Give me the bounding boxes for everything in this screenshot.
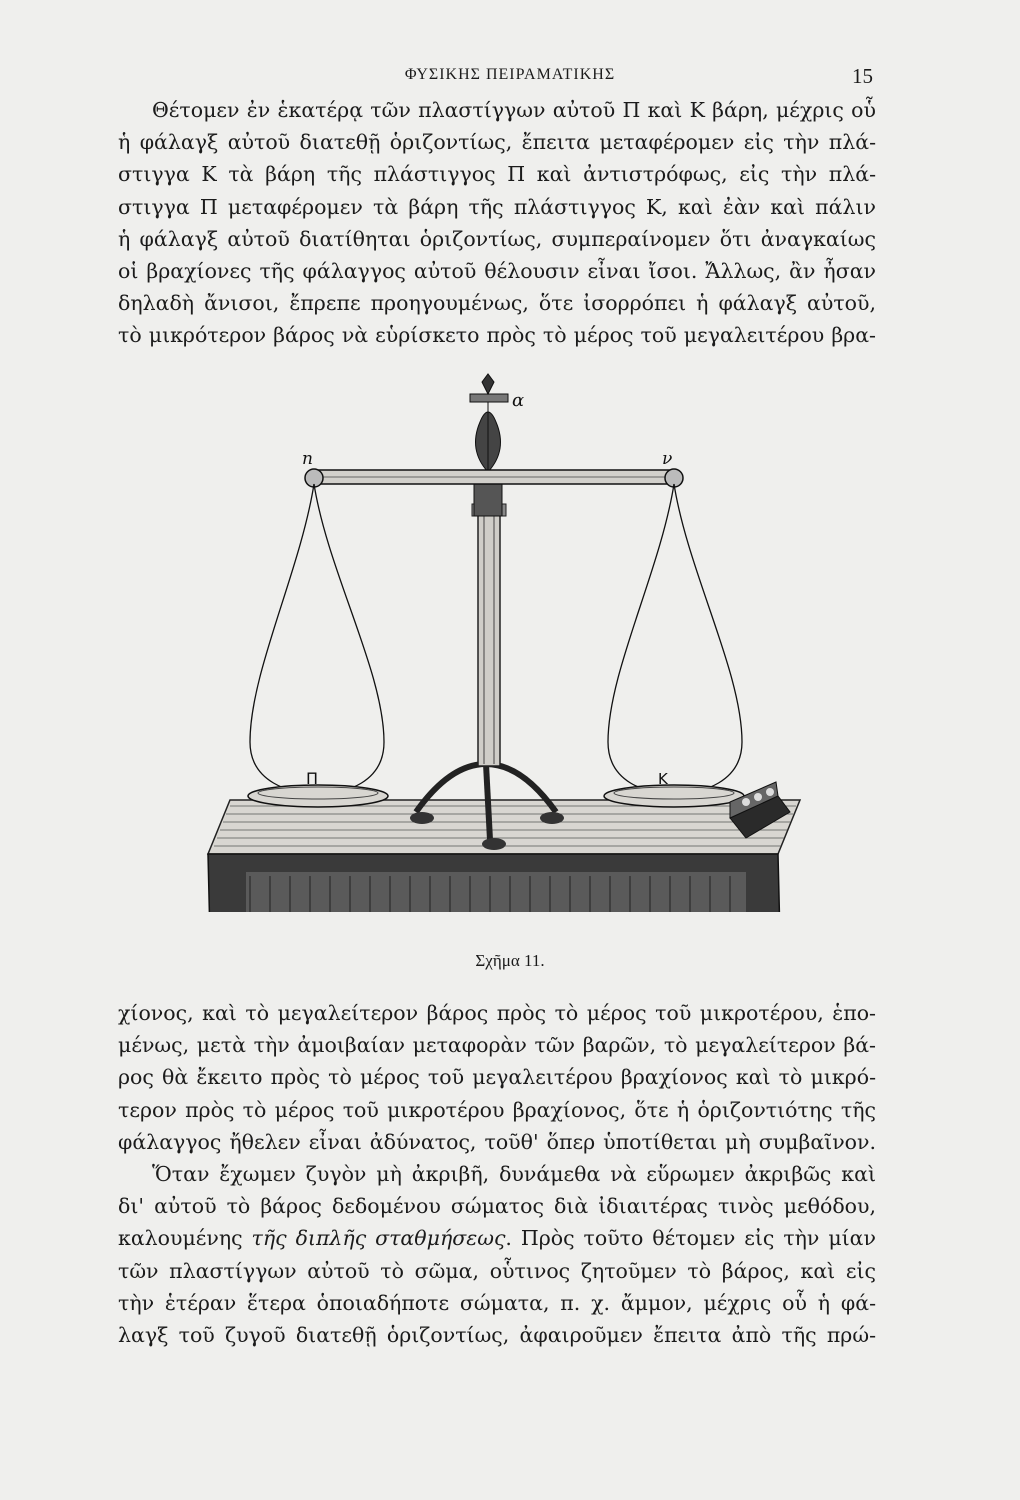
page-number: 15: [852, 64, 873, 88]
label-nu: ν: [662, 449, 673, 469]
label-pi: Π: [306, 769, 319, 788]
text-segment: . Πρὸς τοῦτο θέτομεν εἰς τὴν μίαν: [505, 1226, 876, 1251]
text-line: ρος θὰ ἔκειτο πρὸς τὸ μέρος τοῦ μεγαλειτέρου βραχίονος καὶ τὸ μικρό-: [118, 1065, 876, 1090]
right-pan-strings: [608, 484, 742, 794]
text-line: ἡ φάλαγξ αὐτοῦ διατίθηται ὁριζοντίως, συμπεραίνομεν ὅτι ἀναγκαίως: [118, 226, 876, 251]
text-line: [118, 1222, 876, 1254]
text-line: στιγγα Π μεταφέρομεν τὰ βάρη τῆς πλάστιγγος Κ, καὶ ἐὰν καὶ πάλιν: [118, 194, 876, 219]
text-segment: καλουμένης: [118, 1226, 252, 1251]
text-line: στιγγα Κ τὰ βάρη τῆς πλάστιγγος Π καὶ ἀντιστρόφως, εἰς τὴν πλά-: [118, 162, 876, 187]
text-line: τερον πρὸς τὸ μέρος τοῦ μικροτέρου βραχίονος, ὅτε ἡ ὁριζοντιότης τῆς: [118, 1097, 876, 1122]
balance-scale-illustration: [190, 372, 810, 912]
label-kappa: Κ: [658, 770, 668, 788]
text-line: λαγξ τοῦ ζυγοῦ διατεθῇ ὁριζοντίως, ἀφαιροῦμεν ἔπειτα ἀπὸ τῆς πρώ-: [118, 1323, 876, 1348]
left-pan-strings: [250, 484, 384, 794]
text-line: τὸ μικρότερον βάρος νὰ εὑρίσκετο πρὸς τὸ μέρος τοῦ μεγαλειτέρου βρα-: [118, 323, 876, 348]
text-line: φάλαγγος ἤθελεν εἶναι ἀδύνατος, τοῦθ' ὅπερ ὑποτίθεται μὴ συμβαῖνον.: [118, 1129, 876, 1154]
text-line: δι' αὐτοῦ τὸ βάρος δεδομένου σώματος διὰ ἰδιαιτέρας τινὸς μεθόδου,: [118, 1194, 876, 1219]
text-line: μένως, μετὰ τὴν ἀμοιβαίαν μεταφορὰν τῶν βαρῶν, τὸ μεγαλείτερον βά-: [118, 1033, 876, 1058]
text-line: δηλαδὴ ἄνισοι, ἔπρεπε προηγουμένως, ὅτε ἰσορρόπει ἡ φάλαγξ αὐτοῦ,: [118, 291, 876, 316]
text-line: τὴν ἑτέραν ἕτερα ὁποιαδήποτε σώματα, π. χ. ἄμμον, μέχρις οὗ ἡ φά-: [118, 1290, 876, 1315]
text-line: ἡ φάλαγξ αὐτοῦ διατεθῇ ὁριζοντίως, ἔπειτα μεταφέρομεν εἰς τὴν πλά-: [118, 130, 876, 155]
text-line: Θέτομεν ἐν ἑκατέρᾳ τῶν πλαστίγγων αὐτοῦ Π καὶ Κ βάρη, μέχρις οὗ: [152, 98, 876, 122]
text-line: χίονος, καὶ τὸ μεγαλείτερον βάρος πρὸς τὸ μέρος τοῦ μικροτέρου, ἑπο-: [118, 1001, 876, 1025]
pointer-tip: [482, 374, 494, 394]
scale-column: [478, 510, 500, 766]
text-line: τῶν πλαστίγγων αὐτοῦ τὸ σῶμα, οὗτινος ζητοῦμεν τὸ βάρος, καὶ εἰς: [118, 1258, 876, 1283]
label-alpha: α: [512, 390, 525, 411]
label-n: n: [302, 449, 313, 469]
text-line: οἱ βραχίονες τῆς φάλαγγος αὐτοῦ θέλουσιν εἶναι ἴσοι. Ἄλλως, ἂν ἦσαν: [118, 259, 876, 284]
paragraph-bottom: [118, 997, 876, 1351]
text-line: Ὅταν ἔχωμεν ζυγὸν μὴ ἀκριβῆ, δυνάμεθα νὰ εὕρωμεν ἀκριβῶς καὶ: [152, 1162, 876, 1187]
figure-caption: Σχῆμα 11.: [475, 951, 545, 970]
paragraph-top: [118, 94, 876, 352]
italic-term: τῆς διπλῆς σταθμήσεως: [251, 1226, 506, 1251]
running-head: ΦΥΣΙΚΗΣ ΠΕΙΡΑΜΑΤΙΚΗΣ: [404, 66, 616, 83]
